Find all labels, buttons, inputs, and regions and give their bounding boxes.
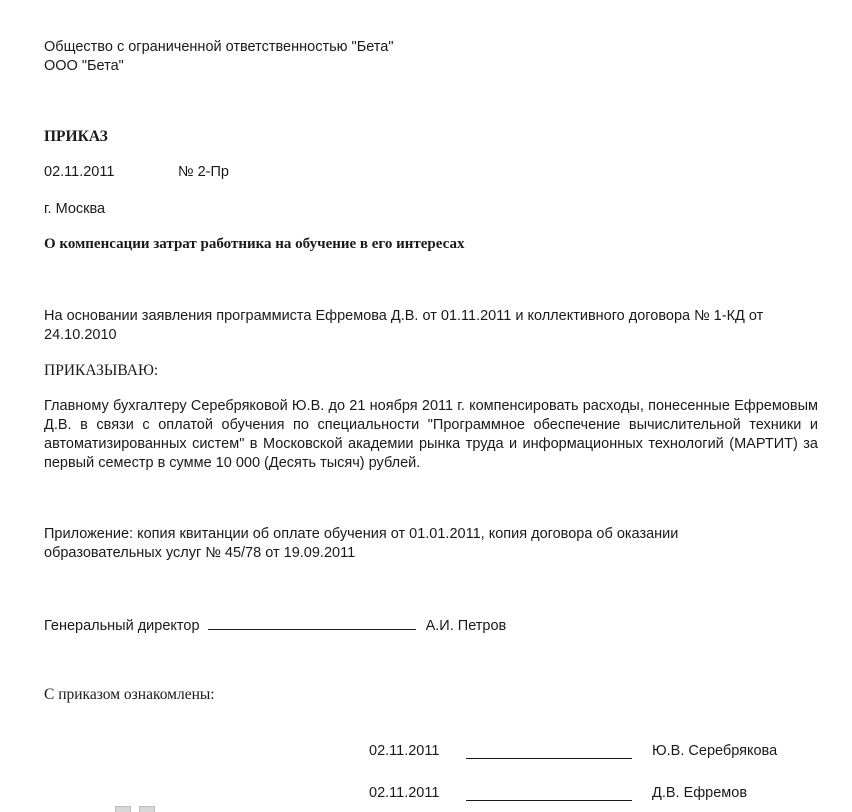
doc-type: ПРИКАЗ [44, 128, 108, 145]
page-corner-mark [139, 806, 155, 812]
acquainted-label: С приказом ознакомлены: [44, 686, 215, 703]
director-signature-row [44, 617, 506, 634]
director-name: А.И. Петров [425, 618, 507, 634]
basis-text: На основании заявления программиста Ефремова Д.В. от 01.11.2011 и коллективного договора № 1-КД от 24.10.2010 [44, 308, 764, 343]
doc-title: О компенсации затрат работника на обучение в его интересах [44, 236, 465, 252]
order-word: ПРИКАЗЫВАЮ: [44, 362, 159, 379]
director-position: Генеральный директор [44, 618, 200, 634]
instruction-text: Главному бухгалтеру Серебряковой Ю.В. до 21 ноября 2011 г. компенсировать расходы, понесенные Ефремовым Д.В. в связи с оплатой обучения по специальности "Программное обеспечение вычислительной техники и автоматизированных систем" в Московской академии рынка труда и информационных технологий (МАРТИТ) за первый семестр в сумме 10 000 (Десять тысяч) рублей. [44, 398, 818, 471]
doc-city: г. Москва [44, 201, 106, 217]
page-corner-mark [115, 806, 131, 812]
acquainted-date: 02.11.2011 [369, 785, 440, 801]
org-full-name: Общество с ограниченной ответственностью "Бета" [44, 39, 394, 55]
acquainted-signature-line [466, 787, 632, 801]
doc-date: 02.11.2011 [44, 164, 115, 180]
attachment-text: Приложение: копия квитанции об оплате обучения от 01.01.2011, копия договора об оказании образовательных услуг № 45/78 от 19.09.2011 [44, 526, 679, 561]
doc-number: № 2-Пр [178, 164, 229, 180]
acquainted-name: Ю.В. Серебрякова [652, 743, 778, 759]
acquainted-date: 02.11.2011 [369, 743, 440, 759]
acquainted-name: Д.В. Ефремов [652, 785, 748, 801]
acquainted-signature-line [466, 745, 632, 759]
director-signature-line [208, 617, 416, 630]
org-short-name: ООО "Бета" [44, 58, 124, 74]
